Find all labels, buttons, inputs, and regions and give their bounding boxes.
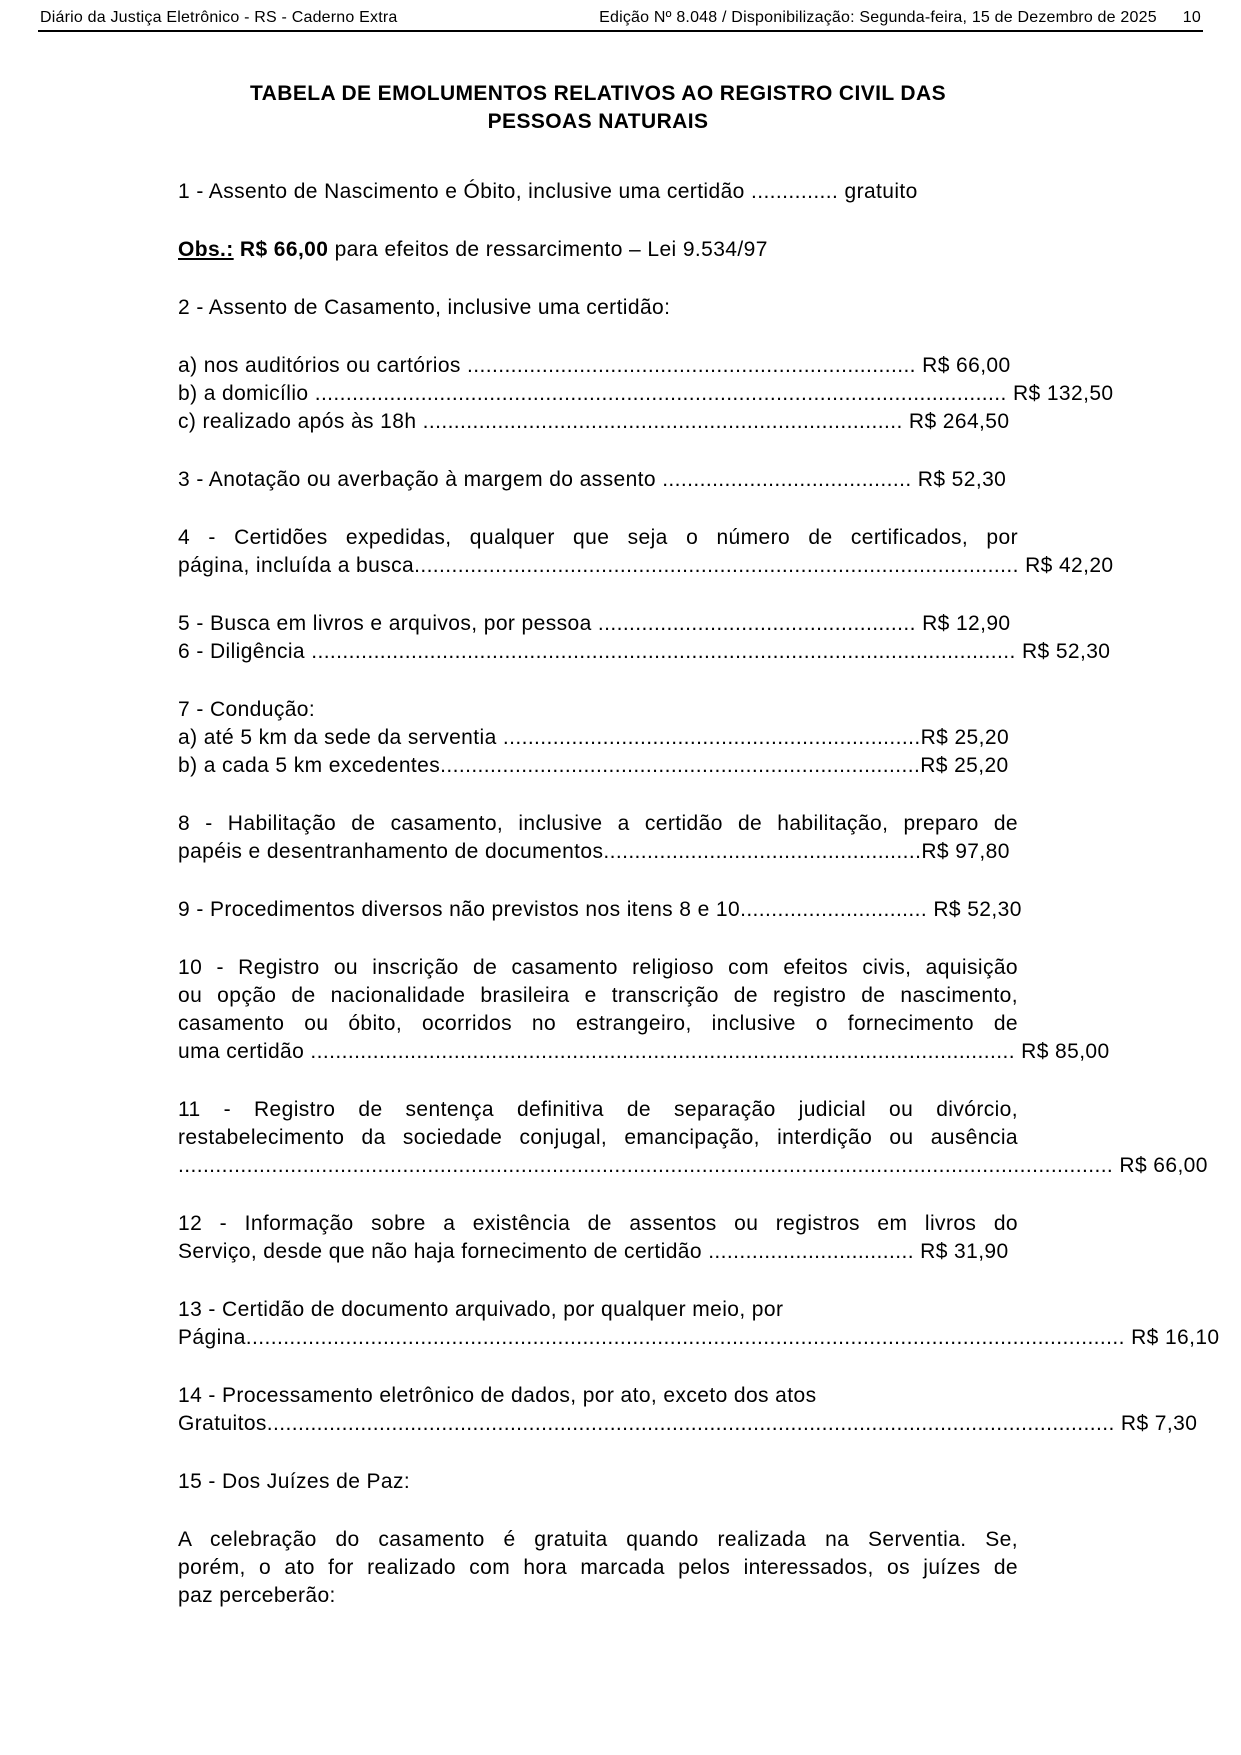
paragraph-block — [178, 896, 1022, 924]
text-line — [178, 1526, 1018, 1554]
text-line — [178, 696, 1018, 724]
text-line — [178, 1324, 1220, 1352]
text-line — [178, 1038, 1110, 1066]
text-run: Página............................................................................................................................................. R$ 16,10 — [178, 1326, 1220, 1349]
paragraph-block — [178, 1468, 1018, 1496]
document-body — [178, 80, 1220, 1610]
text-line — [178, 896, 1022, 924]
paragraph-block — [178, 236, 1018, 264]
document-title-line-2: PESSOAS NATURAIS — [487, 110, 709, 133]
paragraph-block — [178, 1096, 1208, 1180]
text-line — [178, 352, 1018, 380]
paragraph-block — [178, 954, 1110, 1066]
text-line — [178, 1296, 1018, 1324]
text-run: 14 - Processamento eletrônico de dados, por ato, exceto dos atos — [178, 1384, 817, 1407]
text-line — [178, 466, 1018, 494]
text-line — [178, 408, 1018, 436]
document-blocks — [178, 178, 1220, 1610]
text-line — [178, 982, 1018, 1010]
header-journal-name: Diário da Justiça Eletrônico - RS - Caderno Extra — [40, 9, 398, 26]
text-line — [178, 524, 1018, 552]
text-run: página, incluída a busca................................................................................................. R$ 42,20 — [178, 554, 1114, 577]
paragraph-block — [178, 294, 1018, 322]
text-line — [178, 236, 1018, 264]
text-run: 12 - Informação sobre a existência de assentos ou registros em livros do — [178, 1212, 1018, 1235]
paragraph-block — [178, 524, 1114, 580]
text-run: Obs.: — [178, 238, 234, 261]
document-title-line-1: TABELA DE EMOLUMENTOS RELATIVOS AO REGISTRO CIVIL DAS — [250, 82, 946, 105]
text-run: casamento ou óbito, ocorridos no estrangeiro, inclusive o fornecimento de — [178, 1012, 1018, 1035]
text-run: ou opção de nacionalidade brasileira e transcrição de registro de nascimento, — [178, 984, 1018, 1007]
text-line — [178, 380, 1114, 408]
text-run: 13 - Certidão de documento arquivado, por qualquer meio, por — [178, 1298, 784, 1321]
document-title — [178, 80, 1018, 136]
text-line — [178, 1382, 1018, 1410]
text-line — [178, 838, 1018, 866]
text-line — [178, 1554, 1018, 1582]
text-run: 9 - Procedimentos diversos não previstos nos itens 8 e 10.............................. R$ 52,30 — [178, 898, 1022, 921]
paragraph-block — [178, 352, 1114, 436]
text-line — [178, 1210, 1018, 1238]
text-run: uma certidão ................................................................................................................. R$ 85,00 — [178, 1040, 1110, 1063]
text-run: b) a domicílio ............................................................................................................... R$ 132,50 — [178, 382, 1114, 405]
text-line — [178, 954, 1018, 982]
paragraph-block — [178, 1210, 1018, 1266]
text-run: 4 - Certidões expedidas, qualquer que seja o número de certificados, por — [178, 526, 1018, 549]
text-line — [178, 1152, 1208, 1180]
text-line — [178, 752, 1018, 780]
text-run: c) realizado após às 18h ............................................................................. R$ 264,50 — [178, 410, 1010, 433]
text-run: paz perceberão: — [178, 1584, 336, 1607]
header-page-number: 10 — [1182, 9, 1201, 26]
text-run: 10 - Registro ou inscrição de casamento religioso com efeitos civis, aquisição — [178, 956, 1018, 979]
text-run: 11 - Registro de sentença definitiva de separação judicial ou divórcio, — [178, 1098, 1018, 1121]
text-line — [178, 810, 1018, 838]
text-run: A celebração do casamento é gratuita quando realizada na Serventia. Se, — [178, 1528, 1018, 1551]
text-run: papéis e desentranhamento de documentos...................................................R$ 97,80 — [178, 840, 1010, 863]
text-run: 2 - Assento de Casamento, inclusive uma certidão: — [178, 296, 671, 319]
text-line — [178, 1582, 1018, 1610]
text-line — [178, 1468, 1018, 1496]
paragraph-block — [178, 810, 1018, 866]
text-line — [178, 552, 1114, 580]
paragraph-block — [178, 696, 1018, 780]
text-run: 5 - Busca em livros e arquivos, por pessoa ................................................... R$ 12,90 — [178, 612, 1011, 635]
text-line — [178, 638, 1111, 666]
text-run: 1 - Assento de Nascimento e Óbito, inclusive uma certidão .............. gratuito — [178, 180, 918, 203]
text-line — [178, 1010, 1018, 1038]
text-run: porém, o ato for realizado com hora marcada pelos interessados, os juízes de — [178, 1556, 1018, 1579]
paragraph-block — [178, 466, 1018, 494]
text-line — [178, 724, 1018, 752]
page-header — [38, 0, 1203, 32]
text-line — [178, 610, 1018, 638]
header-right-group — [599, 9, 1201, 27]
text-run: ...................................................................................................................................................... R$ 66,00 — [178, 1154, 1208, 1177]
text-run: para efeitos de ressarcimento – Lei 9.534/97 — [328, 238, 768, 261]
paragraph-block — [178, 1382, 1198, 1438]
text-run: Gratuitos........................................................................................................................................ R$ 7,30 — [178, 1412, 1198, 1435]
text-line — [178, 1096, 1018, 1124]
paragraph-block — [178, 1296, 1220, 1352]
text-run: 15 - Dos Juízes de Paz: — [178, 1470, 411, 1493]
text-line — [178, 1124, 1018, 1152]
text-run: 6 - Diligência ................................................................................................................. R$ 52,30 — [178, 640, 1111, 663]
text-line — [178, 1238, 1018, 1266]
text-run: Serviço, desde que não haja fornecimento de certidão ................................. R$ 31,90 — [178, 1240, 1009, 1263]
paragraph-block — [178, 610, 1111, 666]
text-run: a) até 5 km da sede da serventia ...................................................................R$ 25,20 — [178, 726, 1010, 749]
text-line — [178, 1410, 1198, 1438]
paragraph-block — [178, 178, 1018, 206]
text-run: 3 - Anotação ou averbação à margem do assento ........................................ R$ 52,30 — [178, 468, 1007, 491]
text-line — [178, 178, 1018, 206]
text-run: restabelecimento da sociedade conjugal, emancipação, interdição ou ausência — [178, 1126, 1018, 1149]
text-run: 7 - Condução: — [178, 698, 316, 721]
paragraph-block — [178, 1526, 1018, 1610]
text-line — [178, 294, 1018, 322]
text-run: b) a cada 5 km excedentes.............................................................................R$ 25,20 — [178, 754, 1009, 777]
text-run: 8 - Habilitação de casamento, inclusive a certidão de habilitação, preparo de — [178, 812, 1018, 835]
text-run: R$ 66,00 — [233, 238, 329, 261]
text-run: a) nos auditórios ou cartórios ........................................................................ R$ 66,00 — [178, 354, 1011, 377]
header-edition-info: Edição Nº 8.048 / Disponibilização: Segunda-feira, 15 de Dezembro de 2025 — [599, 9, 1157, 26]
